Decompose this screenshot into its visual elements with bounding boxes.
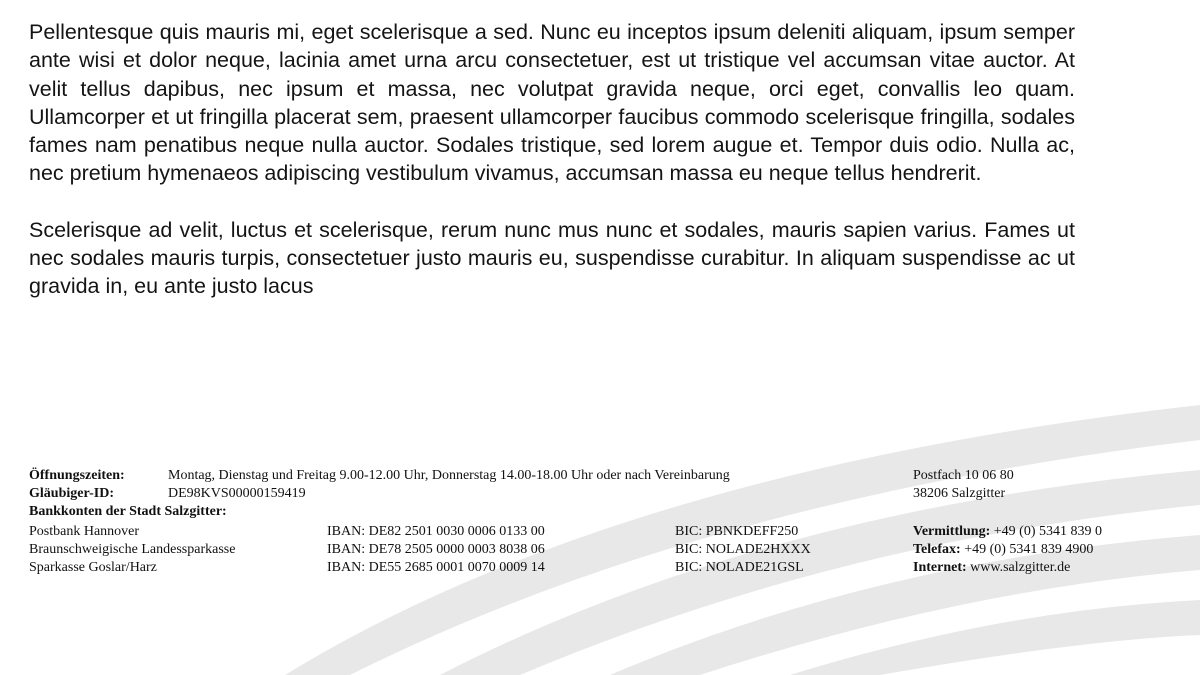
letter-body <box>29 18 1075 329</box>
contact-label: Internet: <box>913 560 967 575</box>
bank-iban: IBAN: DE55 2685 0001 0070 0009 14 <box>327 560 545 575</box>
creditor-id-value: DE98KVS00000159419 <box>168 486 306 501</box>
contact-value: +49 (0) 5341 839 4900 <box>960 542 1094 557</box>
contact-value: +49 (0) 5341 839 0 <box>990 524 1102 539</box>
opening-hours-label: Öffnungszeiten: <box>29 468 125 483</box>
bank-iban: IBAN: DE82 2501 0030 0006 0133 00 <box>327 524 545 539</box>
postfach: Postfach 10 06 80 <box>913 468 1014 483</box>
opening-hours-value: Montag, Dienstag und Freitag 9.00-12.00 Uhr, Donnerstag 14.00-18.00 Uhr oder nach Vereinbarung <box>168 468 730 483</box>
contact-internet <box>913 559 1070 577</box>
letter-footer <box>29 467 1179 597</box>
body-paragraph: Pellentesque quis mauris mi, eget scelerisque a sed. Nunc eu inceptos ipsum deleniti aliquam, ipsum semper ante wisi et dolor neque, lacinia amet urna arcu consectetuer, est ut tristique vel accumsan vitae auctor. At velit tellus dapibus, nec ipsum et massa, nec volutpat gravida neque, orci eget, convallis leo quam. Ullamcorper et ut fringilla placerat sem, praesent ullamcorper faucibus commodo scelerisque fringilla, sodales fames nam penatibus neque nulla auctor. Sodales tristique, sed lorem augue et. Tempor duis odio. Nulla ac, nec pretium hymenaeos adipiscing vestibulum vivamus, accumsan massa eu neque tellus hendrerit. <box>29 20 1075 186</box>
bank-name: Braunschweigische Landessparkasse <box>29 542 236 557</box>
bank-bic: BIC: PBNKDEFF250 <box>675 524 799 539</box>
body-paragraph: Scelerisque ad velit, luctus et scelerisque, rerum nunc mus nunc et sodales, mauris sapien varius. Fames ut nec sodales mauris turpis, consectetuer justo mauris eu, suspendisse curabitur. In aliquam suspendisse ac ut gravida in, eu ante justo lacus <box>29 217 1075 299</box>
bank-bic: BIC: NOLADE21GSL <box>675 560 804 575</box>
contact-switchboard <box>913 523 1102 541</box>
creditor-id-label: Gläubiger-ID: <box>29 486 115 501</box>
bank-name: Sparkasse Goslar/Harz <box>29 560 157 575</box>
contact-label: Vermittlung: <box>913 524 991 539</box>
bank-name: Postbank Hannover <box>29 524 140 539</box>
contact-fax <box>913 541 1093 559</box>
bank-iban: IBAN: DE78 2505 0000 0003 8038 06 <box>327 542 545 557</box>
bank-accounts-heading: Bankkonten der Stadt Salzgitter: <box>29 504 227 519</box>
contact-label: Telefax: <box>913 542 961 557</box>
contact-value: www.salzgitter.de <box>966 560 1071 575</box>
postal-city: 38206 Salzgitter <box>913 486 1006 501</box>
bank-bic: BIC: NOLADE2HXXX <box>675 542 811 557</box>
